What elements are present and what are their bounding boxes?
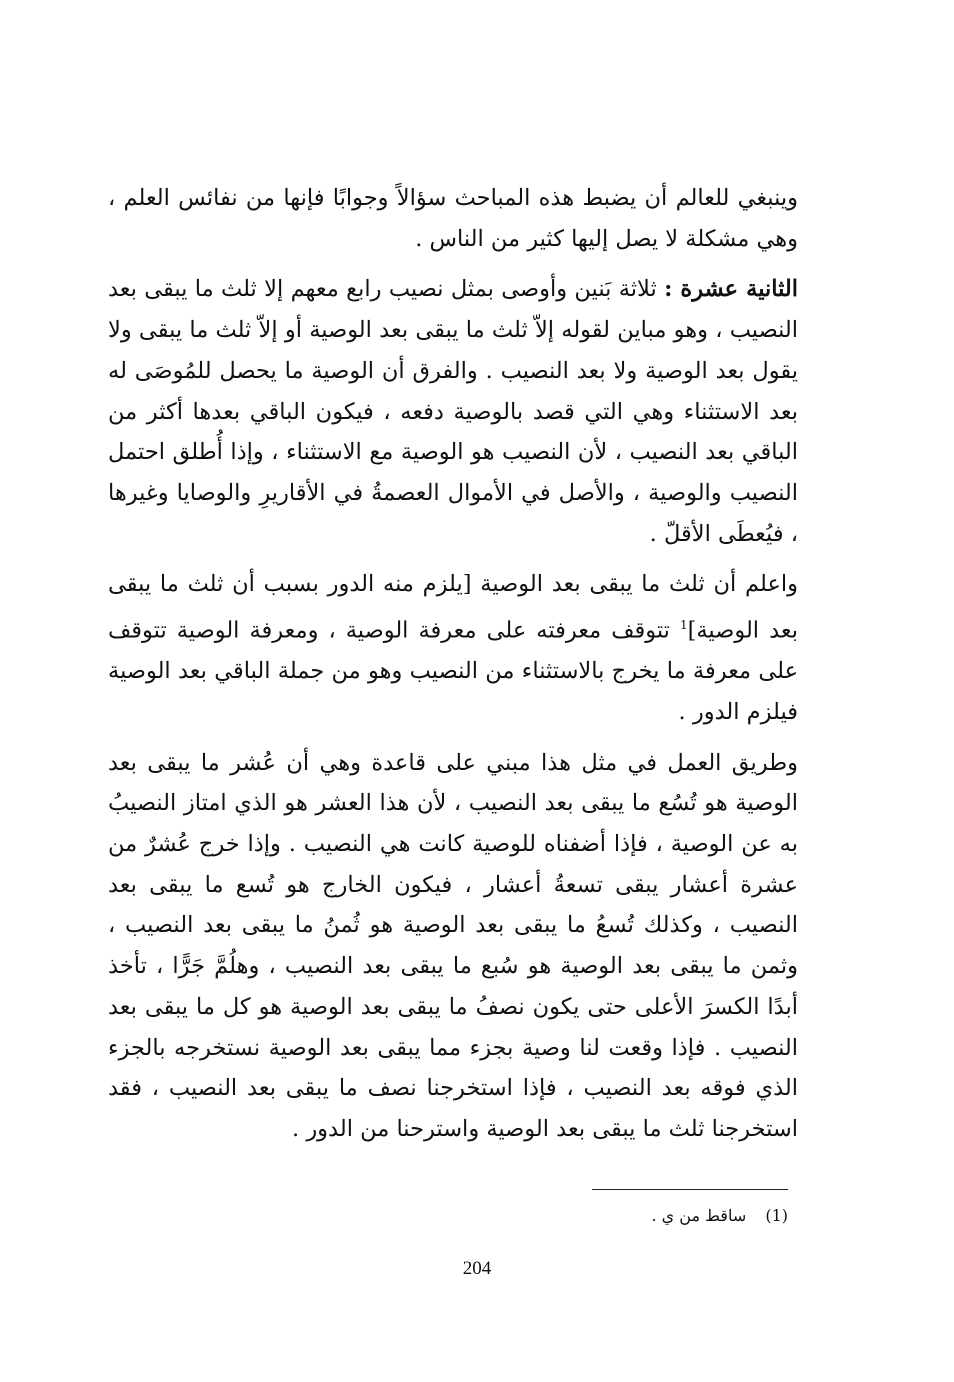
- paragraph-text: وطريق العمل في مثل هذا مبني على قاعدة وهي أن عُشر ما يبقى بعد الوصية هو تُسُع ما يبقى بعد النصيب ، لأن هذا العشر هو الذي امتاز النصيبُ به عن الوصية ، فإذا أضفناه للوصية كانت هي النصيب . وإذا خرج عُشرٌ من عشرة أعشار يبقى تسعةُ أعشار ، فيكون الخارج هو تُسع ما يبقى بعد النصيب ، وكذلك تُسعُ ما يبقى بعد الوصية هو ثُمنُ ما يبقى بعد النصيب ، وثمن ما يبقى بعد الوصية هو سُبع ما يبقى بعد النصيب ، وهلُمَّ جَرًّا ، تأخذ أبدًا الكسرَ الأعلى حتى يكون نصفُ ما يبقى بعد الوصية هو كل ما يبقى بعد النصيب . فإذا وقعت لنا وصية بجزء مما يبقى بعد الوصية نستخرجه بالجزء الذي فوقه بعد النصيب ، فإذا استخرجنا نصف ما يبقى بعد النصيب ، فقد استخرجنا ثلث ما يبقى بعد الوصية واسترحنا من الدور .: [108, 749, 798, 1142]
- paragraph-text: ثلاثة بَنين وأوصى بمثل نصيب رابع معهم إلا ثلث ما يبقى بعد النصيب ، وهو مباين لقوله إلاّ ثلث ما يبقى بعد الوصية أو إلاّ ثلث ما يبقى ولا يقول بعد الوصية ولا بعد النصيب . والفرق أن الوصية ما يحصل للمُوصَى له بعد الاستثناء وهي التي قصد بالوصية دفعه ، فيكون الباقي بعدها أكثر من الباقي بعد النصيب ، لأن النصيب هو الوصية مع الاستثناء ، وإذا أُطلق احتمل النصيب والوصية ، والأصل في الأموال العصمةُ في الأقاريرِ والوصايا وغيرها ، فيُعطَى الأقلّ .: [108, 276, 798, 547]
- paragraph-1: [108, 178, 798, 259]
- footnote-text: ساقط من ي .: [651, 1206, 747, 1225]
- paragraph-text: وينبغي للعالم أن يضبط هذه المباحث سؤالاً وجوابًا فإنها من نفائس العلم ، وهي مشكلة لا يصل إليها كثير من الناس .: [108, 185, 798, 252]
- page-number: 204: [462, 1258, 492, 1279]
- paragraph-4: [108, 743, 798, 1150]
- paragraph-lead: الثانية عشرة :: [664, 276, 798, 303]
- paragraph-3: [108, 564, 798, 732]
- paragraph-2: [108, 269, 798, 554]
- footnote-separator: [592, 1189, 788, 1190]
- paragraph-text: واعلم أن ثلث ما يبقى بعد الوصية [يلزم منه الدور بسبب أن ثلث ما يبقى بعد الوصية]: [108, 571, 799, 644]
- paragraph-text-continued: تتوقف معرفته على معرفة الوصية ، ومعرفة الوصية تتوقف على معرفة ما يخرج بالاستثناء من النصيب وهو من جملة الباقي بعد الوصية فيلزم الدور .: [108, 617, 798, 725]
- body-text: [108, 178, 798, 1150]
- footnote-number: (1): [765, 1206, 788, 1225]
- footnote-marker: 1: [679, 618, 688, 633]
- footnote: [560, 1206, 788, 1225]
